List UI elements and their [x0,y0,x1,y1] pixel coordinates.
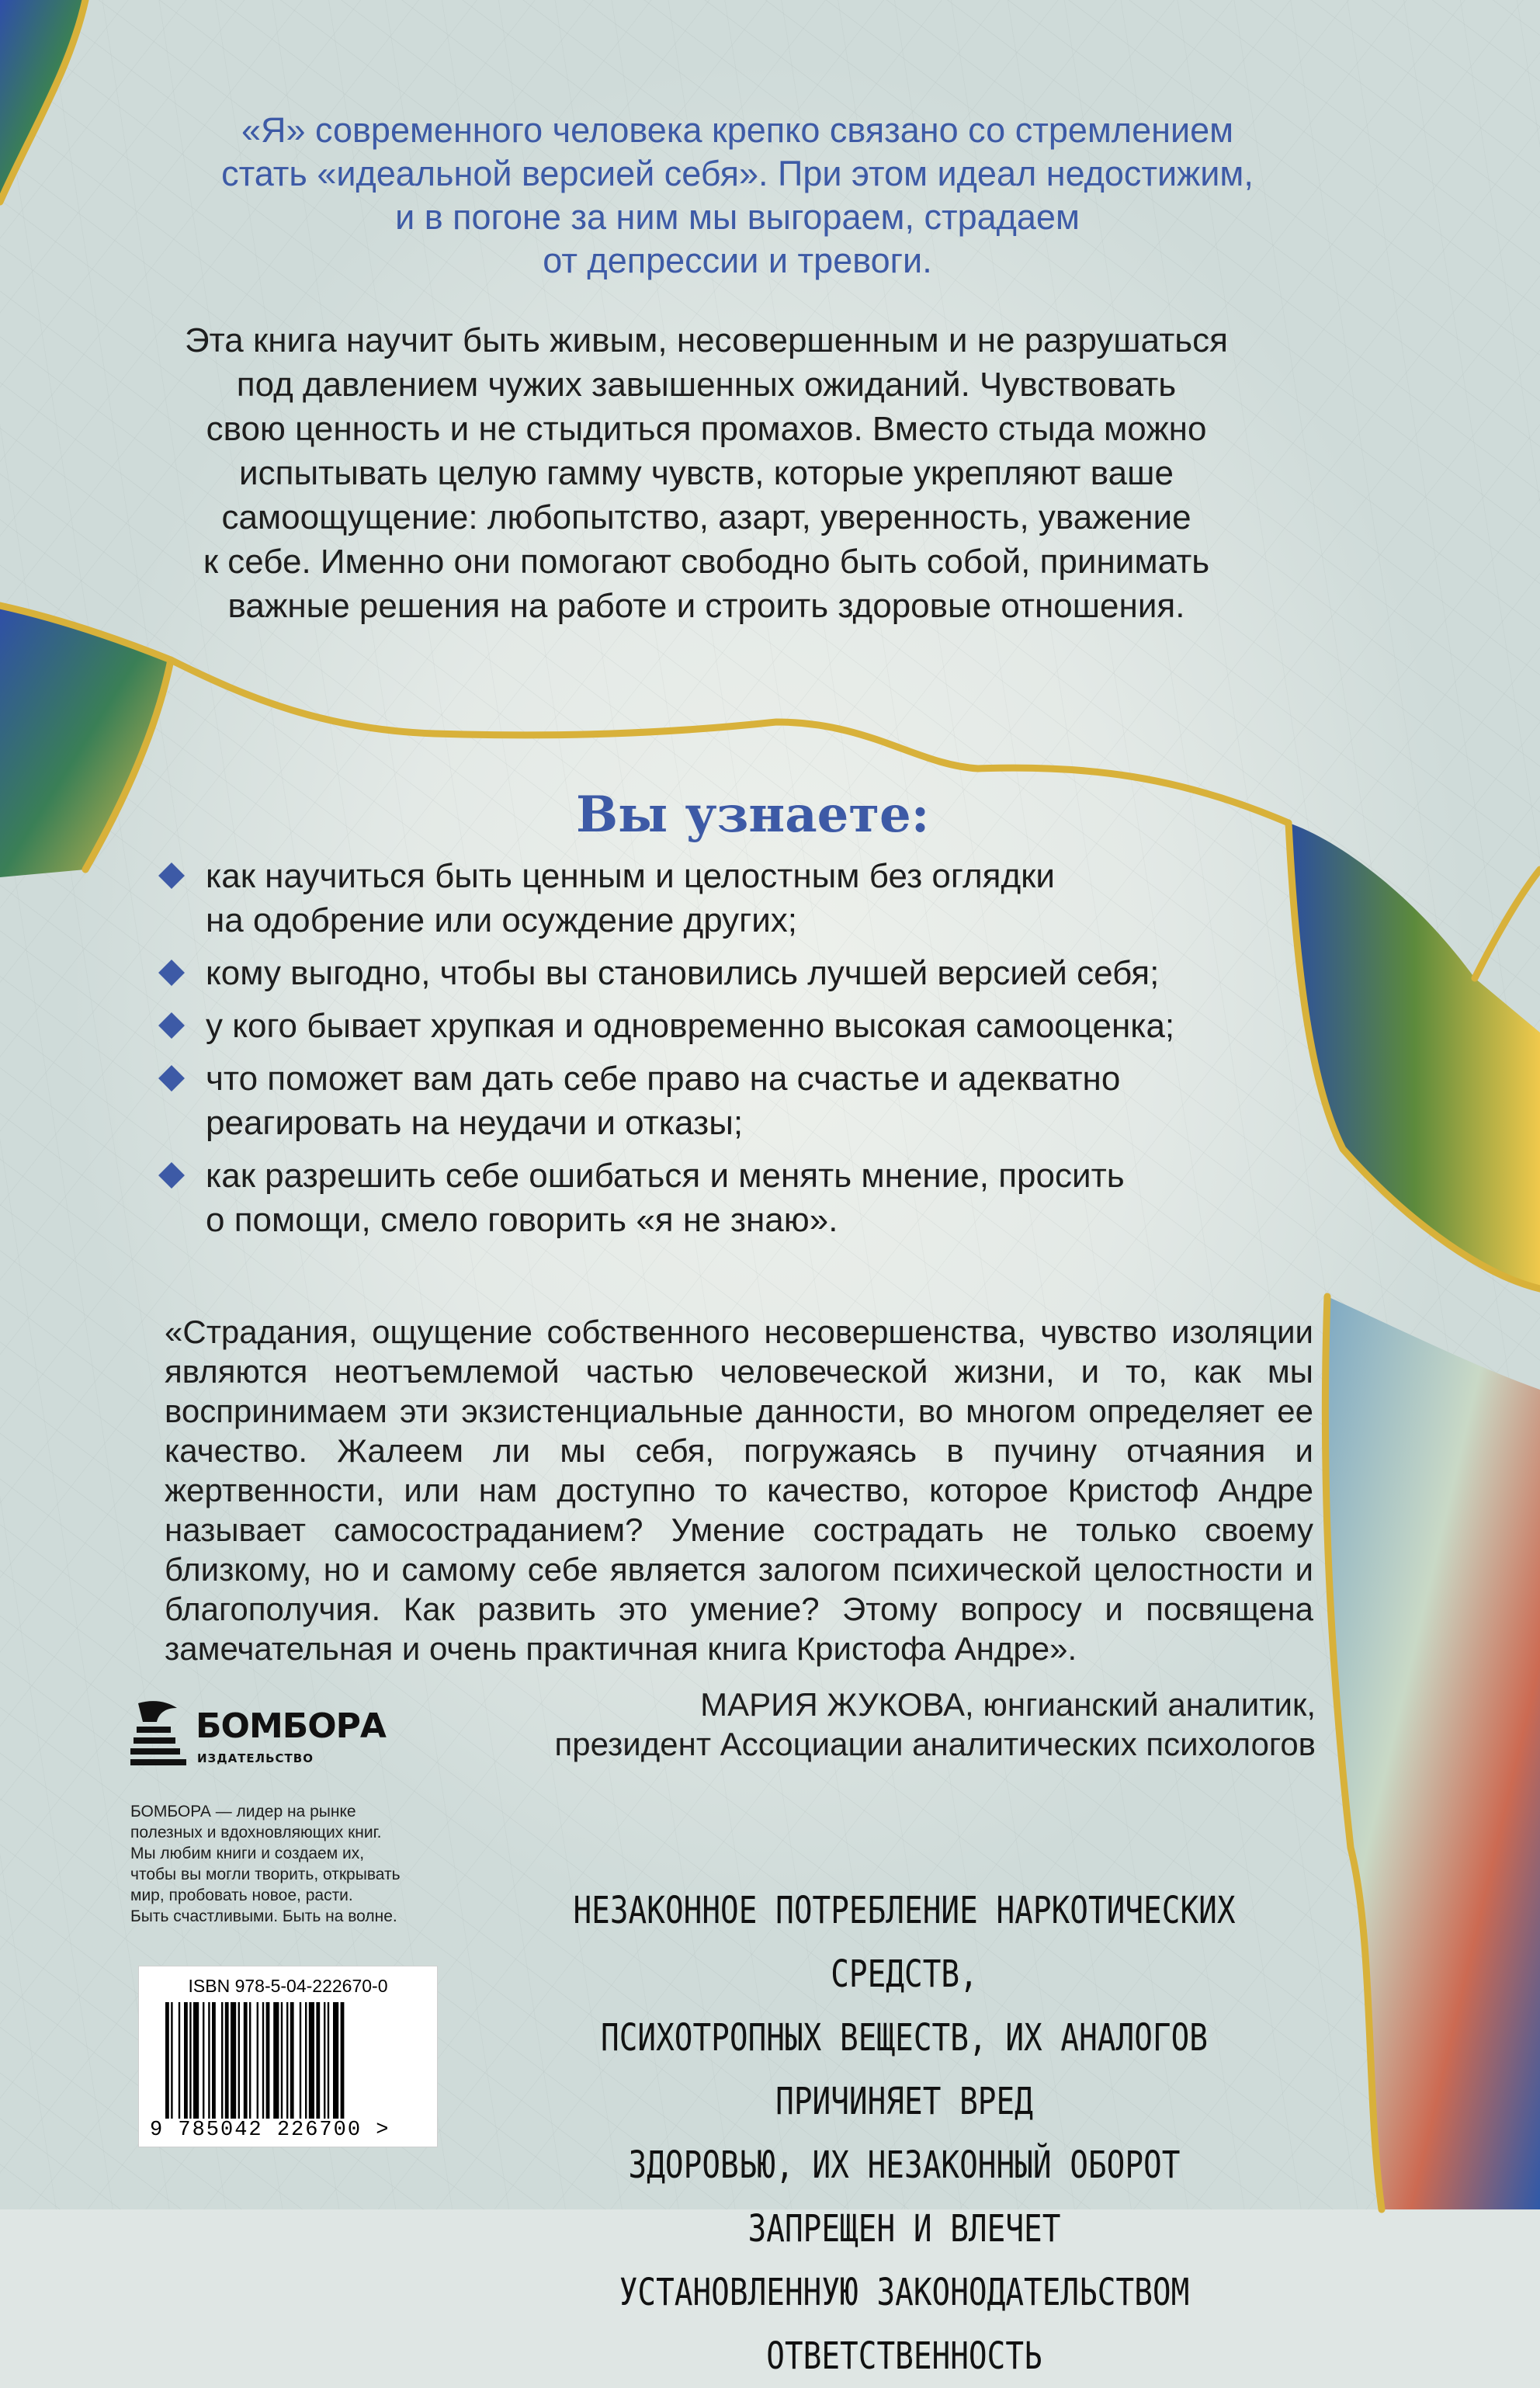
learn-list [159,854,1261,1251]
diamond-bullet-icon [158,1065,185,1092]
description-line: свою ценность и не стыдиться промахов. Вместо стыда можно [206,410,1207,448]
intro-line: от депрессии и тревоги. [543,241,932,280]
description-line: испытывать целую гамму чувств, которые укрепляют ваше [239,454,1174,492]
diamond-bullet-icon [158,863,185,889]
description-line: Эта книга научит быть живым, несовершенным и не разрушаться [185,321,1228,359]
intro-line: «Я» современного человека крепко связано со стремлением [241,110,1234,150]
barcode-bar [244,2002,248,2119]
barcode-bar [225,2002,229,2119]
list-item-line: о помощи, смело говорить «я не знаю». [206,1201,838,1239]
barcode-bar [281,2002,283,2119]
painting-fragment-right-lower [1325,1296,1540,2209]
logo-subtitle: ИЗДАТЕЛЬСТВО [197,1751,314,1765]
barcode-bar [286,2002,288,2119]
barcode-bar [316,2002,320,2119]
barcode-bar [328,2002,329,2119]
barcode-bar [273,2002,279,2119]
list-item-line: реагировать на неудачи и отказы; [206,1104,744,1142]
list-item-line: что поможет вам дать себе право на счастье и адекватно [206,1060,1121,1098]
barcode-bar [212,2002,216,2119]
barcode-bar [231,2002,236,2119]
quote-role: , юнгианский аналитик, [965,1686,1316,1723]
barcode-bar [238,2002,240,2119]
barcode-bar [249,2002,251,2119]
list-item-line: как научиться быть ценным и целостным без оглядки [206,857,1055,895]
barcode-bar [184,2002,188,2119]
logo-wordmark: БОМБОРА [196,1706,386,1746]
barcode-icon [162,2002,414,2119]
diamond-bullet-icon [158,960,185,986]
barcode-bar [257,2002,258,2119]
barcode-bar [165,2002,169,2119]
publisher-blurb [130,1801,456,1927]
list-item-line: кому выгодно, чтобы вы становились лучшей версией себя; [206,954,1160,992]
intro-text [155,109,1320,283]
legal-warning [571,1879,1239,2388]
quote-author: МАРИЯ ЖУКОВА [700,1686,966,1723]
list-item-line: на одобрение или осуждение других; [206,901,798,939]
warning-line: УСТАНОВЛЕННУЮ ЗАКОНОДАТЕЛЬСТВОМ ОТВЕТСТВЕННОСТЬ [619,2271,1190,2378]
list-item [159,1004,1261,1048]
barcode-bar [266,2002,270,2119]
barcode-bar [290,2002,294,2119]
barcode-bar [179,2002,180,2119]
blurb-line: БОМБОРА — лидер на рынке [130,1803,356,1821]
warning-line: ПСИХОТРОПНЫХ ВЕЩЕСТВ, ИХ АНАЛОГОВ ПРИЧИНЯЕТ ВРЕД [601,2016,1208,2123]
bombora-wave-icon [130,1697,188,1767]
list-item-line: как разрешить себе ошибаться и менять мнение, просить [206,1157,1125,1195]
list-item-line: у кого бывает хрупкая и одновременно высокая самооценка; [206,1007,1175,1045]
diamond-bullet-icon [158,1012,185,1039]
list-item [159,951,1261,995]
intro-line: и в погоне за ним мы выгораем, страдаем [395,197,1080,237]
isbn-label: ISBN 978-5-04-222670-0 [188,1976,388,1996]
barcode-digits: 9 785042 226700 > [150,2119,390,2142]
attribution-line-2: президент Ассоциации аналитических психологов [554,1726,1316,1762]
attribution-line-1 [435,1685,1316,1724]
description-text [155,318,1257,628]
diamond-bullet-icon [158,1162,185,1189]
barcode-bar [309,2002,314,2119]
blurb-line: Мы любим книги и создаем их, [130,1845,365,1862]
barcode-bar [193,2002,199,2119]
barcode-bar [333,2002,338,2119]
barcode-bar [189,2002,191,2119]
barcode-bar [208,2002,210,2119]
warning-line: ЗДОРОВЬЮ, ИХ НЕЗАКОННЫЙ ОБОРОТ ЗАПРЕЩЕН И ВЛЕЧЕТ [628,2143,1181,2251]
blurb-line: Быть счастливыми. Быть на волне. [130,1907,397,1925]
description-line: самоощущение: любопытство, азарт, уверенность, уважение [221,498,1191,536]
barcode-bar [171,2002,172,2119]
barcode-bar [300,2002,301,2119]
blurb-line: полезных и вдохновляющих книг. [130,1824,382,1841]
barcode-bar [305,2002,307,2119]
quote-attribution [435,1685,1316,1764]
review-quote: «Страдания, ощущение собственного несовершенства, чувство изоляции являются неотъемлемой частью человеческой жизни, и то, как мы воспринимаем эти экзистенциальные данности, во многом определяет ее качество. Жалеем ли мы себя, погружаясь в пучину отчаяния и жертвенности, или нам доступно то качество, которое Кристоф Андре называет самосостраданием? Умение сострадать не только своему близкому, но и самому себе является залогом психической целостности и благополучия. Как развить это умение? Этому вопросу и посвящена замечательная и очень практичная книга Кристофа Андре». [165,1314,1313,1667]
description-line: под давлением чужих завышенных ожиданий. Чувствовать [236,366,1177,404]
publisher-logo [130,1692,386,1778]
blurb-line: мир, пробовать новое, расти. [130,1886,353,1904]
description-line: важные решения на работе и строить здоровые отношения. [227,587,1185,625]
list-item [159,1154,1261,1242]
list-item [159,854,1261,942]
barcode-bar [341,2002,345,2119]
learn-heading: Вы узнаете: [576,786,930,844]
barcode-bar [262,2002,264,2119]
list-item [159,1057,1261,1145]
barcode-bar [203,2002,204,2119]
blurb-line: чтобы вы могли творить, открывать [130,1866,401,1883]
barcode-bar [324,2002,325,2119]
isbn-barcode-box [138,1966,438,2147]
barcode-bar [221,2002,223,2119]
warning-line: НЕЗАКОННОЕ ПОТРЕБЛЕНИЕ НАРКОТИЧЕСКИХ СРЕДСТВ, [573,1889,1236,1996]
gold-line-branch [1475,869,1540,978]
intro-line: стать «идеальной версией себя». При этом идеал недостижим, [221,154,1254,193]
description-line: к себе. Именно они помогают свободно быть собой, принимать [203,543,1210,581]
